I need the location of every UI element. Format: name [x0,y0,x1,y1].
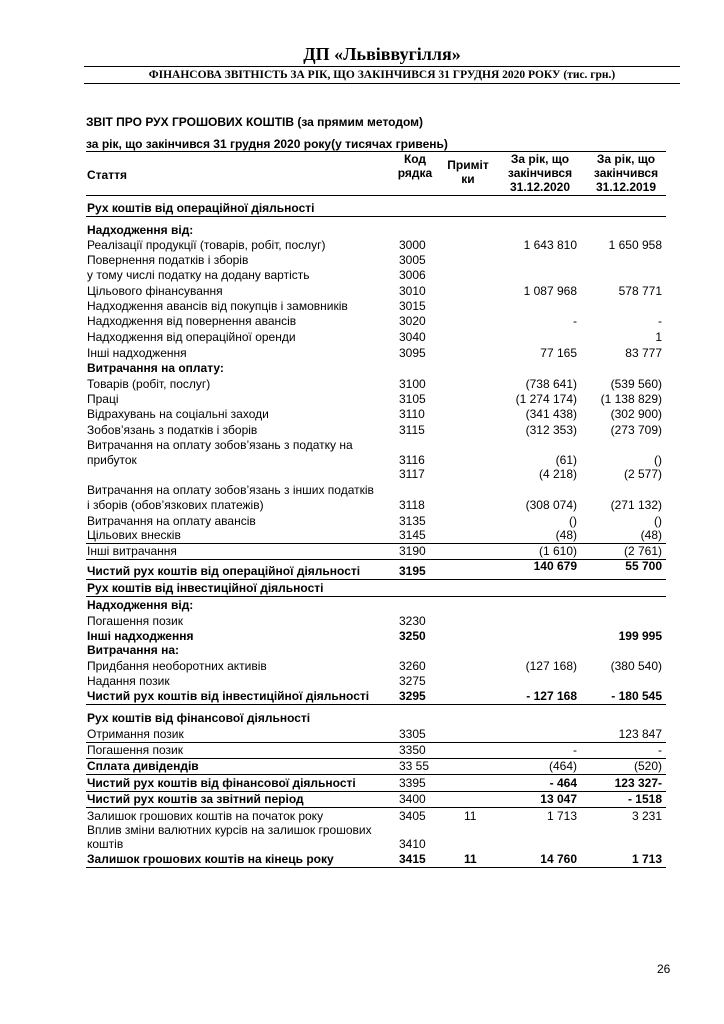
header-rule-top [84,66,680,67]
row-value-2020: (4 218) [538,467,577,481]
row-value-2019: (271 132) [610,498,662,512]
table-row [86,346,666,361]
row-label: Цільового фінансування [87,284,223,298]
row-label: Чистий рух коштів за звітний період [87,792,304,806]
table-row [86,598,666,613]
row-label: Чистий рух коштів від операційної діяльності [87,564,361,578]
row-value-2019: 1 650 958 [608,238,662,252]
row-value-2020: () [569,514,577,528]
table-row [86,776,666,792]
row-label: Повернення податків і зборів [87,253,249,267]
row-code: 3100 [399,377,426,391]
row-code: 3010 [399,284,426,298]
row-label: Рух коштів від інвестиційної діяльності [87,581,324,595]
row-value-2019: 3 231 [631,809,662,823]
table-row [86,423,666,438]
row-label: Відрахувань на соціальні заходи [87,407,269,421]
row-value-2019: (1 138 829) [600,392,662,406]
row-value-2020: 1 713 [546,809,577,823]
row-label: Витрачання на оплату зобов’язань з інших податків [87,483,374,497]
column-header-item: Стаття [87,168,127,182]
table-row [86,852,666,868]
row-value-2020: (1 274 174) [515,392,577,406]
table-row [86,759,666,775]
row-code: 3395 [399,776,426,790]
table-row [86,201,666,217]
row-value-2019: - [658,743,662,757]
column-header-notes-line1: Приміт [447,158,489,172]
column-header-2019 [586,152,666,194]
row-code: 3117 [399,467,425,481]
row-label: Погашення позик [87,743,183,757]
table-row [86,238,666,253]
table-row [86,514,666,529]
row-label: Товарів (робіт, послуг) [87,377,211,391]
row-value-2020: (127 168) [525,659,577,673]
column-header-2019-line3: 31.12.2019 [595,180,657,194]
column-header-notes-line2: ки [461,172,475,186]
row-label: Надходження від повернення авансів [87,314,297,328]
row-code: 3195 [399,564,426,578]
row-label: Витрачання на: [87,643,180,657]
row-label: Надходження від: [87,223,194,237]
row-value-2019: 1 [655,330,662,344]
row-code: 3095 [399,346,426,360]
table-row [86,689,666,705]
row-label: Витрачання на оплату зобов’язань з податку на [87,438,353,452]
table-row [86,792,666,808]
table-row [86,711,666,726]
table-row [86,837,666,852]
row-value-2020: - [573,743,577,757]
table-row [86,643,666,658]
table-row [86,407,666,422]
row-label: Надання позик [87,674,170,688]
row-label: Інші надходження [87,346,187,360]
row-code: 3116 [399,453,425,467]
table-row [86,498,666,513]
row-code: 3275 [399,674,426,688]
row-value-2020: (48) [555,528,577,542]
row-label: Чистий рух коштів від інвестиційної діяльності [87,689,370,703]
row-value-2020: (341 438) [525,407,577,421]
row-label: Надходження від операційної оренди [87,330,296,344]
table-row [86,377,666,392]
row-label: Чистий рух коштів від фінансової діяльності [87,776,356,790]
row-value-2020: 1 087 968 [523,284,577,298]
row-label: Витрачання на оплату: [87,361,224,375]
row-code: 3295 [399,689,426,703]
row-value-2019: (273 709) [610,423,662,437]
row-label: Вплив зміни валютних курсів на залишок грошових [87,823,372,837]
row-value-2020: (464) [548,759,577,773]
row-code: 3260 [399,659,426,673]
table-row [86,581,666,597]
table-row [86,809,666,824]
column-header-2020-line3: 31.12.2020 [509,180,571,194]
header-rule-bottom [84,83,680,84]
row-code: 3250 [399,629,426,643]
row-code: 3020 [399,314,426,328]
column-header-2019-line1: За рік, що [596,152,656,166]
row-value-2019: (302 900) [610,407,662,421]
statement-subtitle: ФІНАНСОВА ЗВІТНІСТЬ ЗА РІК, ЩО ЗАКІНЧИВСЯ 31 ГРУДНЯ 2020 РОКУ (тис. грн.) [148,69,616,81]
column-header-code-line1: Код [403,152,427,166]
row-value-2020: 77 165 [540,346,577,360]
row-code: 3005 [399,253,426,267]
row-value-2020: 1 643 810 [523,238,577,252]
column-header-2019-line2: закінчився [593,166,659,180]
row-label: Інші витрачання [87,544,177,558]
table-row [86,392,666,407]
row-value-2019: - [658,314,662,328]
row-value-2020: 140 679 [533,559,577,573]
row-label: Рух коштів від фінансової діяльності [87,711,311,725]
row-code: 3350 [399,743,426,757]
row-value-2019: 123 327- [614,776,662,790]
table-row [86,823,666,838]
table-row [86,727,666,743]
row-code: 3415 [399,852,426,866]
row-value-2020: (1 610) [538,544,577,558]
page-number: 26 [657,962,671,976]
row-label: Залишок грошових коштів на кінець року [87,852,334,866]
table-row [86,659,666,674]
row-label: Надходження авансів від покупців і замовників [87,299,348,313]
row-value-2020: 14 760 [540,852,577,866]
row-code: 3230 [399,614,426,628]
table-row [86,361,666,376]
row-label: Витрачання на оплату авансів [87,514,256,528]
row-value-2019: 578 771 [618,284,662,298]
row-value-2019: (2 761) [623,544,662,558]
row-value-2019: 199 995 [618,629,662,643]
row-label: Залишок грошових коштів на початок року [87,809,324,823]
row-code: 3118 [399,498,425,512]
row-value-2020: 13 047 [540,792,577,806]
row-value-2019: () [654,453,662,467]
row-value-2020: (312 353) [525,423,577,437]
column-header-notes [442,158,494,186]
row-value-2019: () [654,514,662,528]
table-row [86,674,666,689]
row-value-2020: - 127 168 [526,689,577,703]
row-code: 33 55 [399,759,430,773]
table-row [86,614,666,629]
row-code: 3000 [399,238,426,252]
table-row [86,528,666,544]
table-row [86,467,666,482]
row-code: 3105 [399,392,426,406]
row-label: Погашення позик [87,614,183,628]
row-value-2019: 123 847 [618,727,662,741]
table-row [86,544,666,560]
row-value-2020: - 464 [549,776,577,790]
row-code: 3410 [399,837,426,851]
row-value-2019: - 1518 [627,792,662,806]
row-code: 3305 [399,727,426,741]
row-value-2019: 55 700 [625,559,662,573]
company-name: ДП «Львіввугілля» [303,44,461,64]
row-label: Сплата дивідендів [87,759,199,773]
table-row [86,253,666,268]
table-row [86,299,666,314]
row-value-2020: (308 074) [525,498,577,512]
row-value-2020: (61) [555,453,577,467]
row-label: Праці [87,392,119,406]
table-row [86,223,666,238]
row-label: Цільових внесків [87,528,181,542]
row-label: Зобов’язань з податків і зборів [87,423,258,437]
row-value-2019: (48) [640,528,662,542]
row-label: Отримання позик [87,727,184,741]
table-row [86,268,666,283]
table-row [86,629,666,644]
row-code: 3405 [399,809,426,823]
table-row [86,438,666,453]
row-code: 3110 [399,407,425,421]
row-label: Придбання необоротних активів [87,659,267,673]
row-label: прибуток [87,453,137,467]
table-row [86,559,666,580]
row-code: 3040 [399,330,426,344]
column-header-2020-line2: закінчився [507,166,573,180]
row-value-2019: 1 713 [631,852,662,866]
row-label: Надходження від: [87,598,194,612]
table-row [86,330,666,345]
row-code: 3190 [399,544,426,558]
report-period: за рік, що закінчився 31 грудня 2020 року(у тисячах гривень) [86,137,448,151]
row-code: 3006 [399,268,426,282]
row-code: 3015 [399,299,426,313]
row-value-2019: (539 560) [610,377,662,391]
table-row [86,483,666,498]
table-row [86,743,666,759]
row-label: Реалізації продукції (товарів, робіт, послуг) [87,238,326,252]
row-value-2019: - 180 545 [611,689,662,703]
row-label: і зборів (обов’язкових платежів) [87,498,264,512]
table-row [86,453,666,468]
row-value-2020: (738 641) [525,377,577,391]
row-label: у тому числі податку на додану вартість [87,268,310,282]
row-code: 3145 [399,528,426,542]
row-value-2019: (520) [633,759,662,773]
column-header-code-line2: рядка [397,166,433,180]
row-code: 3400 [399,792,426,806]
column-header-code [392,152,438,180]
row-code: 3115 [399,423,425,437]
row-code: 3135 [399,514,426,528]
row-note: 11 [464,809,477,823]
row-value-2019: 83 777 [625,346,662,360]
table-header-rule [86,195,666,196]
row-label: коштів [87,837,124,851]
column-header-2020-line1: За рік, що [510,152,570,166]
row-value-2019: (380 540) [610,659,662,673]
row-value-2019: (2 577) [623,467,662,481]
column-header-2020 [500,152,580,194]
table-row [86,284,666,299]
row-note: 11 [464,852,477,866]
row-label: Інші надходження [87,629,194,643]
row-label: Рух коштів від операційної діяльності [87,201,315,215]
table-row [86,314,666,329]
row-value-2020: - [573,314,577,328]
report-title: ЗВІТ ПРО РУХ ГРОШОВИХ КОШТІВ (за прямим методом) [86,115,423,129]
